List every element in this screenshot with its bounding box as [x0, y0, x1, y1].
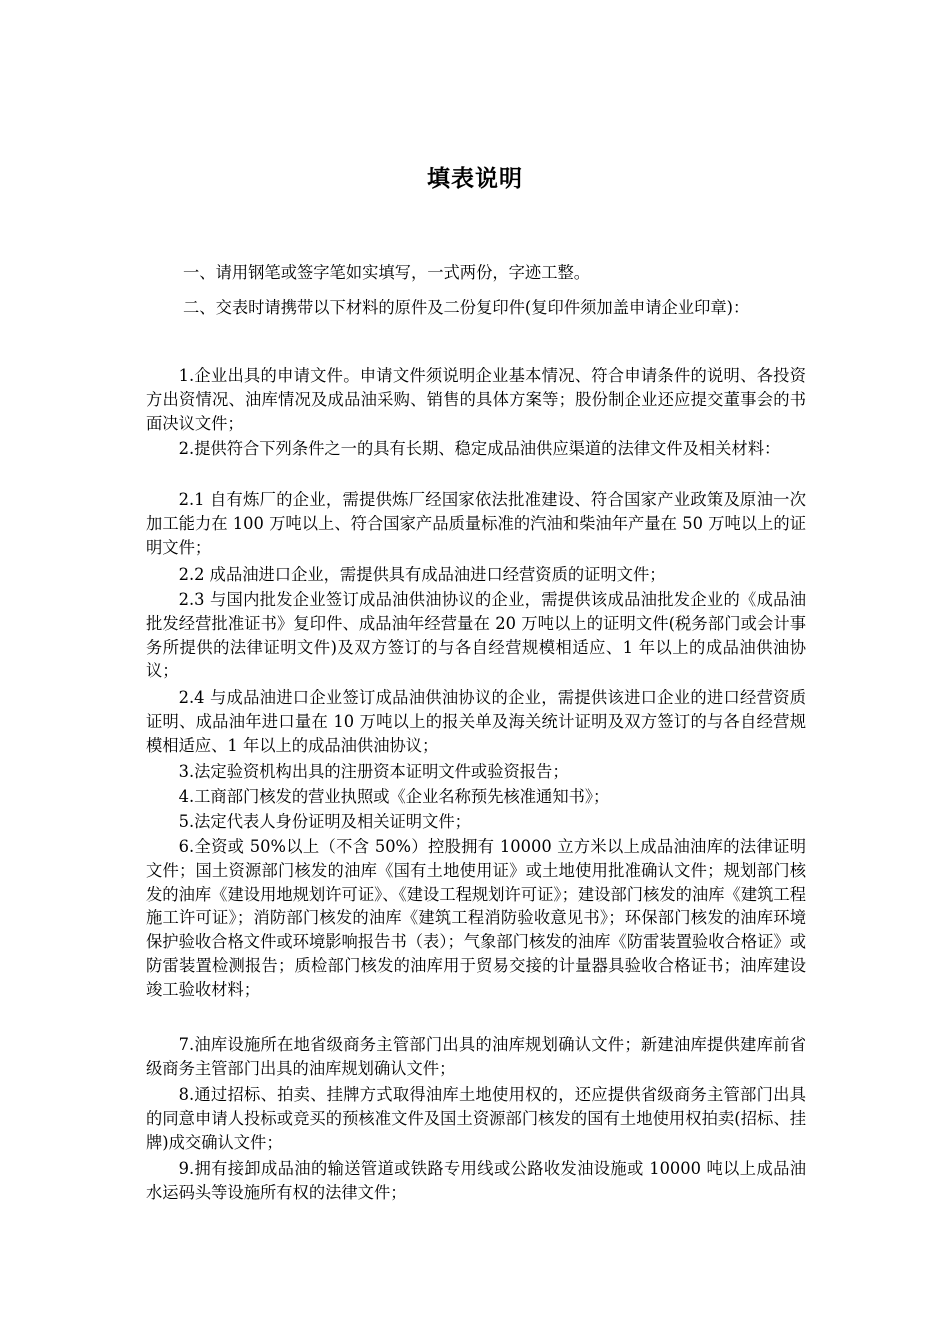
material-item-6: 6.全资或 50%以上（不含 50%）控股拥有 10000 立方米以上成品油油库的法律证明文件；国土资源部门核发的油库《国有土地使用证》或土地使用批准确认文件；规划部门核发的油库《建设用地规划许可证》、《建设工程规划许可证》；建设部门核发的油库《建筑工程施工许可证》；消防部门核发的油库《建筑工程消防验收意见书》；环保部门核发的油库环境保护验收合格文件或环境影响报告书（表）；气象部门核发的油库《防雷装置验收合格证》或防雷装置检测报告；质检部门核发的油库用于贸易交接的计量器具验收合格证书；油库建设竣工验收材料；	[146, 837, 806, 999]
material-item-2-4: 2.4 与成品油进口企业签订成品油供油协议的企业，需提供该进口企业的进口经营资质证明、成品油年进口量在 10 万吨以上的报关单及海关统计证明及双方签订的与各自经营规模相适应、1 年以上的成品油供油协议；	[146, 688, 806, 755]
material-item-4: 4.工商部门核发的营业执照或《企业名称预先核准通知书》；	[178, 787, 610, 806]
material-item-2-3: 2.3 与国内批发企业签订成品油供油协议的企业，需提供该成品油批发企业的《成品油批发经营批准证书》复印件、成品油年经营量在 20 万吨以上的证明文件(税务部门或会计事务所提供的法律证明文件)及双方签订的与各自经营规模相适应、1 年以上的成品油供油协议；	[146, 590, 806, 681]
material-item-7: 7.油库设施所在地省级商务主管部门出具的油库规划确认文件；新建油库提供建库前省级商务主管部门出具的油库规划确认文件；	[146, 1035, 806, 1078]
material-item-3: 3.法定验资机构出具的注册资本证明文件或验资报告；	[178, 762, 569, 781]
material-item-5: 5.法定代表人身份证明及相关证明文件；	[178, 812, 471, 831]
instruction-1: 一、请用钢笔或签字笔如实填写，一式两份，字迹工整。	[183, 263, 591, 282]
material-item-2-1: 2.1 自有炼厂的企业，需提供炼厂经国家依法批准建设、符合国家产业政策及原油一次加工能力在 100 万吨以上、符合国家产品质量标准的汽油和柴油年产量在 50 万吨以上的证明文件；	[146, 490, 806, 557]
page-title: 填表说明	[427, 166, 523, 192]
material-item-1: 1.企业出具的申请文件。申请文件须说明企业基本情况、符合申请条件的说明、各投资方出资情况、油库情况及成品油采购、销售的具体方案等；股份制企业还应提交董事会的书面决议文件；	[146, 366, 806, 433]
material-item-2: 2.提供符合下列条件之一的具有长期、稳定成品油供应渠道的法律文件及相关材料：	[178, 439, 781, 458]
instruction-2: 二、交表时请携带以下材料的原件及二份复印件(复印件须加盖申请企业印章)：	[183, 298, 750, 317]
material-item-9: 9.拥有接卸成品油的输送管道或铁路专用线或公路收发油设施或 10000 吨以上成品油水运码头等设施所有权的法律文件；	[146, 1159, 806, 1202]
material-item-2-2: 2.2 成品油进口企业，需提供具有成品油进口经营资质的证明文件；	[178, 565, 666, 584]
material-item-8: 8.通过招标、拍卖、挂牌方式取得油库土地使用权的，还应提供省级商务主管部门出具的同意申请人投标或竞买的预核准文件及国土资源部门核发的国有土地使用权拍卖(招标、挂牌)成交确认文件；	[146, 1085, 806, 1152]
